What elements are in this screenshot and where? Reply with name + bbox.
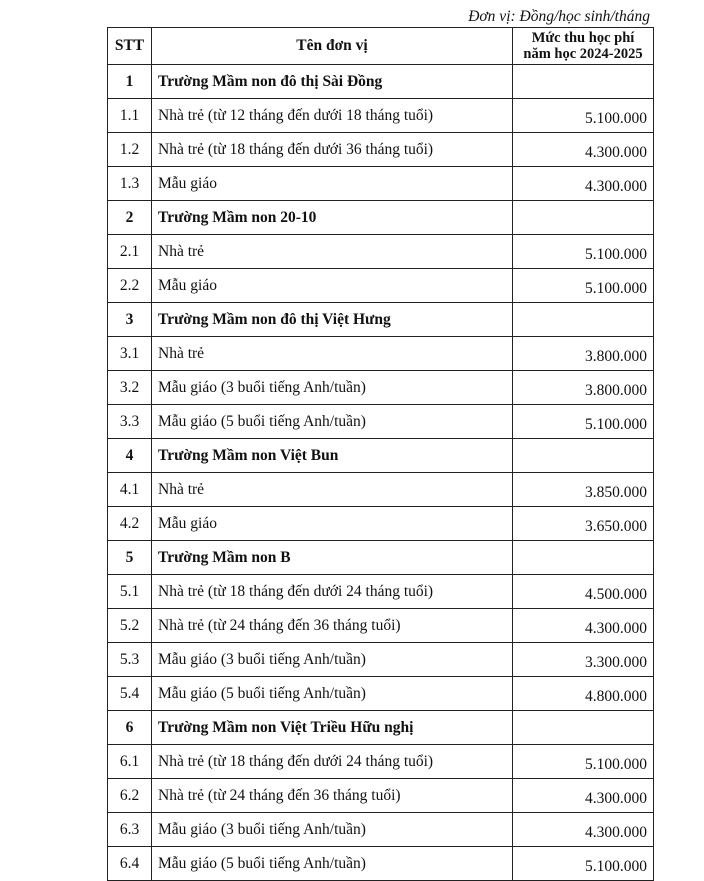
row-fee: 4.300.000 [513,133,654,167]
row-name: Nhà trẻ [152,473,513,507]
row-stt: 6.3 [108,813,152,847]
table-row-group [108,201,654,235]
header-stt: STT [108,28,152,65]
row-stt: 1.2 [108,133,152,167]
row-stt: 3.2 [108,371,152,405]
row-stt: 6 [108,711,152,745]
row-name: Mẫu giáo (3 buổi tiếng Anh/tuần) [152,813,513,847]
row-fee: 5.100.000 [513,847,654,881]
table-row [108,813,654,847]
row-stt: 1.3 [108,167,152,201]
row-name: Nhà trẻ [152,337,513,371]
table-row [108,507,654,541]
header-fee-line1: Mức thu học phí [531,30,635,46]
table-row [108,575,654,609]
table-row-group [108,303,654,337]
row-fee: 4.800.000 [513,677,654,711]
tuition-fee-table [107,27,654,881]
row-name: Mẫu giáo (3 buổi tiếng Anh/tuần) [152,643,513,677]
table-row-group [108,711,654,745]
row-name: Mẫu giáo (5 buổi tiếng Anh/tuần) [152,677,513,711]
table-row [108,167,654,201]
row-stt: 1 [108,65,152,99]
row-fee [513,711,654,745]
header-fee [513,28,654,65]
table-row [108,677,654,711]
row-stt: 5.1 [108,575,152,609]
table-row-group [108,439,654,473]
table-row [108,337,654,371]
row-name: Mẫu giáo (5 buổi tiếng Anh/tuần) [152,405,513,439]
row-stt: 5.4 [108,677,152,711]
row-name: Mẫu giáo [152,507,513,541]
unit-note: Đơn vị: Đồng/học sinh/tháng [468,8,650,25]
row-name: Nhà trẻ (từ 18 tháng đến dưới 36 tháng tuổi) [152,133,513,167]
row-name: Trường Mầm non Việt Bun [152,439,513,473]
table-row [108,745,654,779]
row-stt: 2 [108,201,152,235]
row-fee: 5.100.000 [513,269,654,303]
table-row [108,371,654,405]
row-name: Nhà trẻ (từ 24 tháng đến 36 tháng tuổi) [152,779,513,813]
table-row [108,847,654,881]
row-name: Nhà trẻ (từ 24 tháng đến 36 tháng tuổi) [152,609,513,643]
table-row [108,405,654,439]
row-fee [513,439,654,473]
row-stt: 5 [108,541,152,575]
row-fee: 5.100.000 [513,745,654,779]
row-stt: 6.4 [108,847,152,881]
row-fee: 4.300.000 [513,779,654,813]
row-name: Nhà trẻ (từ 18 tháng đến dưới 24 tháng tuổi) [152,575,513,609]
row-fee [513,65,654,99]
row-fee: 3.800.000 [513,371,654,405]
row-fee: 4.300.000 [513,167,654,201]
row-name: Nhà trẻ (từ 12 tháng đến dưới 18 tháng tuổi) [152,99,513,133]
table-row [108,99,654,133]
row-stt: 3.3 [108,405,152,439]
row-name: Nhà trẻ [152,235,513,269]
row-fee: 4.300.000 [513,609,654,643]
table-header-row [108,28,654,65]
row-name: Mẫu giáo (5 buổi tiếng Anh/tuần) [152,847,513,881]
row-name: Trường Mầm non đô thị Việt Hưng [152,303,513,337]
row-name: Mẫu giáo (3 buổi tiếng Anh/tuần) [152,371,513,405]
table-row [108,779,654,813]
row-stt: 4.2 [108,507,152,541]
row-fee [513,541,654,575]
row-fee: 3.850.000 [513,473,654,507]
table-row-group [108,541,654,575]
table-row [108,269,654,303]
row-name: Trường Mầm non B [152,541,513,575]
row-stt: 5.2 [108,609,152,643]
row-fee: 3.300.000 [513,643,654,677]
row-stt: 1.1 [108,99,152,133]
header-unit-name: Tên đơn vị [152,28,513,65]
row-fee: 4.500.000 [513,575,654,609]
row-fee: 3.650.000 [513,507,654,541]
row-stt: 3 [108,303,152,337]
row-fee [513,303,654,337]
row-fee [513,201,654,235]
table-row [108,609,654,643]
row-stt: 6.1 [108,745,152,779]
row-stt: 4.1 [108,473,152,507]
row-fee: 5.100.000 [513,405,654,439]
row-stt: 3.1 [108,337,152,371]
row-fee: 4.300.000 [513,813,654,847]
row-name: Mẫu giáo [152,269,513,303]
row-name: Trường Mầm non Việt Triều Hữu nghị [152,711,513,745]
row-stt: 6.2 [108,779,152,813]
table-body [108,65,654,881]
row-stt: 5.3 [108,643,152,677]
row-fee: 5.100.000 [513,235,654,269]
row-stt: 2.1 [108,235,152,269]
header-fee-line2: năm học 2024-2025 [523,46,643,62]
row-name: Trường Mầm non 20-10 [152,201,513,235]
row-stt: 4 [108,439,152,473]
table-row [108,133,654,167]
row-name: Trường Mầm non đô thị Sài Đồng [152,65,513,99]
table-row [108,235,654,269]
table-row [108,643,654,677]
row-fee: 3.800.000 [513,337,654,371]
row-name: Mẫu giáo [152,167,513,201]
row-name: Nhà trẻ (từ 18 tháng đến dưới 24 tháng tuổi) [152,745,513,779]
table-row [108,473,654,507]
table-row-group [108,65,654,99]
row-stt: 2.2 [108,269,152,303]
row-fee: 5.100.000 [513,99,654,133]
